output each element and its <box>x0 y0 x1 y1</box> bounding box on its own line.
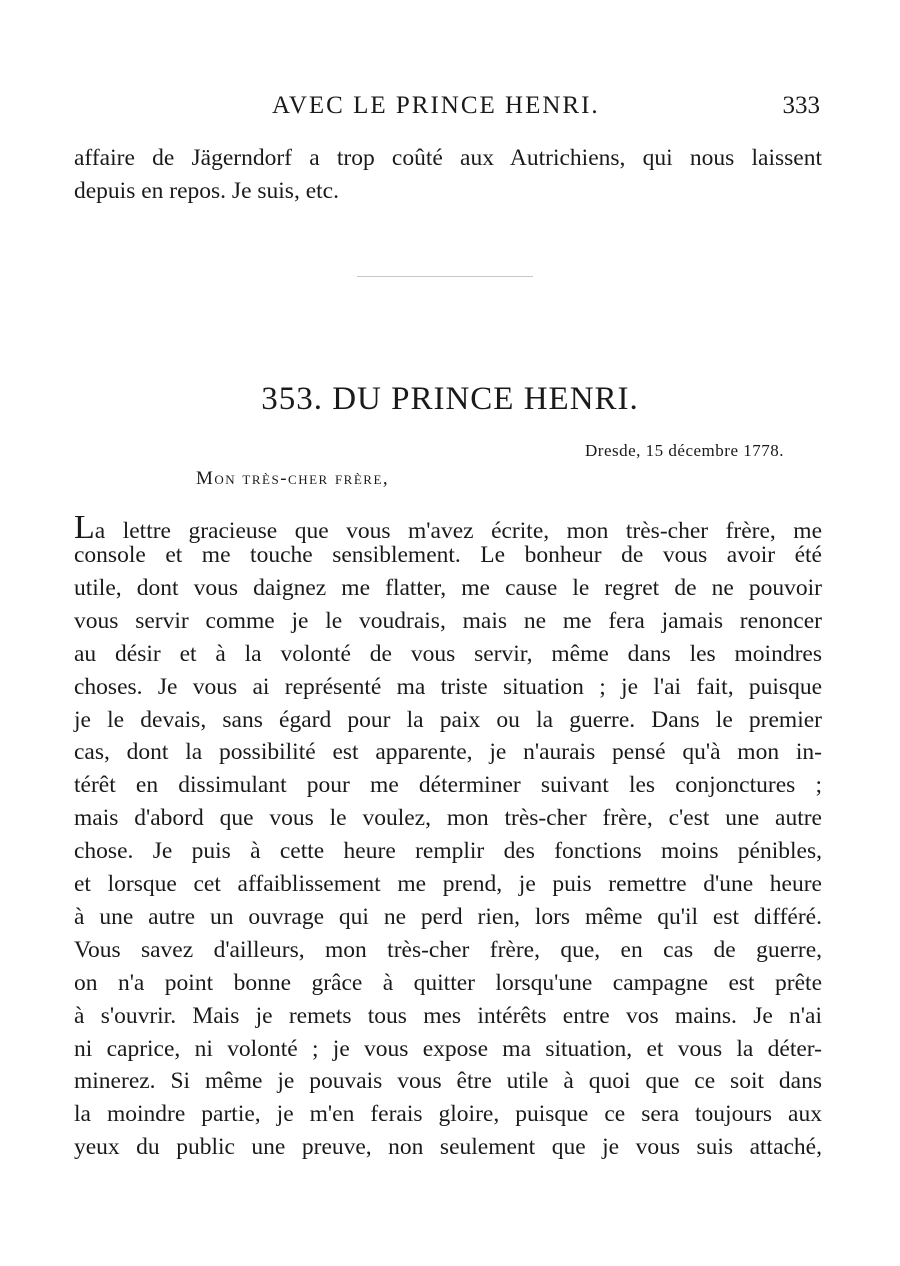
body-line: choses. Je vous ai représenté ma triste situation ; je l'ai fait, puisque <box>74 673 822 700</box>
letter-salutation: Mon très-cher frère, <box>196 468 390 489</box>
body-line: ni caprice, ni volonté ; je vous expose ma situation, et vous la déter- <box>74 1035 822 1062</box>
body-line: vous servir comme je le voudrais, mais ne me fera jamais renoncer <box>74 607 822 634</box>
body-line: la moindre partie, je m'en ferais gloire, puisque ce sera toujours aux <box>74 1101 822 1128</box>
body-line: Vous savez d'ailleurs, mon très-cher frère, que, en cas de guerre, <box>74 936 822 963</box>
body-line: cas, dont la possibilité est apparente, je n'aurais pensé qu'à mon in- <box>74 739 822 766</box>
running-title: AVEC LE PRINCE HENRI. <box>272 92 600 119</box>
body-line: yeux du public une preuve, non seulement que je vous suis attaché, <box>74 1134 822 1161</box>
body-line: minerez. Si même je pouvais vous être utile à quoi que ce soit dans <box>74 1068 822 1095</box>
body-line: console et me touche sensiblement. Le bonheur de vous avoir été <box>74 542 822 568</box>
body-line: utile, dont vous daignez me flatter, me cause le regret de ne pouvoir <box>74 574 822 601</box>
body-line: mais d'abord que vous le voulez, mon très-cher frère, c'est une autre <box>74 805 822 832</box>
drop-cap: L <box>74 509 95 546</box>
body-line: on n'a point bonne grâce à quitter lorsqu'une campagne est prête <box>74 969 822 996</box>
running-head <box>272 92 820 120</box>
body-line: au désir et à la volonté de vous servir, même dans les moindres <box>74 640 822 667</box>
body-line-first-text: a lettre gracieuse que vous m'avez écrite, mon très-cher frère, me <box>94 518 822 544</box>
body-line: à s'ouvrir. Mais je remets tous mes intérêts entre vos mains. Je n'ai <box>74 1002 822 1029</box>
section-divider <box>357 276 533 277</box>
continuation-line: depuis en repos. Je suis, etc. <box>74 178 339 204</box>
page-number: 333 <box>782 92 820 119</box>
body-line: et lorsque cet affaiblissement me prend, je puis remettre d'une heure <box>74 871 822 897</box>
body-line: à une autre un ouvrage qui ne perd rien, lors même qu'il est différé. <box>74 903 822 930</box>
body-line: je le devais, sans égard pour la paix ou la guerre. Dans le premier <box>74 706 822 733</box>
letter-title: 353. DU PRINCE HENRI. <box>261 381 639 417</box>
body-line: térêt en dissimulant pour me déterminer suivant les conjonctures ; <box>74 772 822 799</box>
body-line-first <box>74 511 822 545</box>
letter-dateline: Dresde, 15 décembre 1778. <box>585 441 784 460</box>
continuation-line: affaire de Jägerndorf a trop coûté aux Autrichiens, qui nous laissent <box>74 145 822 171</box>
body-line: chose. Je puis à cette heure remplir des fonctions moins pénibles, <box>74 838 822 865</box>
